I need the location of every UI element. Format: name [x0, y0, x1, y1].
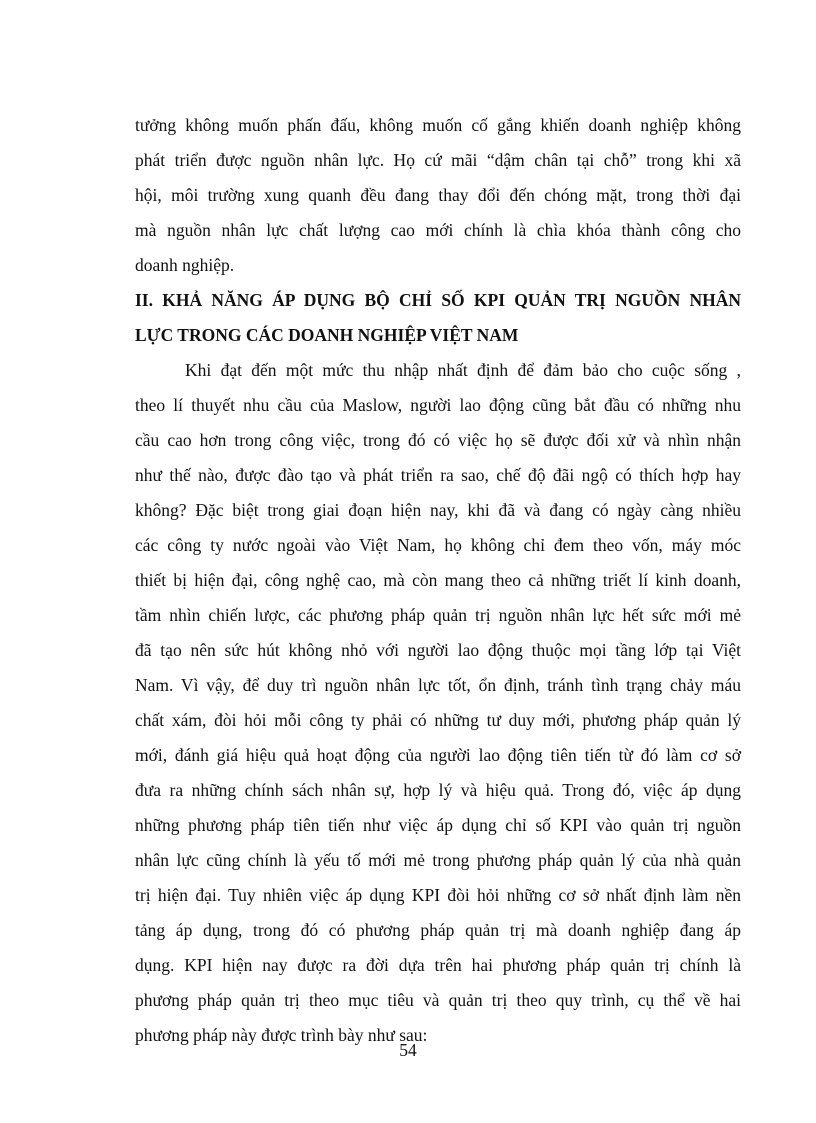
- paragraph-first-line: Khi đạt đến một mức thu nhập nhất định để đảm bảo cho cuộc sống ,: [185, 360, 741, 380]
- text-lines: [135, 108, 741, 1053]
- body-line: tầm nhìn chiến lược, các phương pháp quản trị nguồn nhân lực hết sức mới mẻ: [135, 605, 741, 625]
- body-line: tảng áp dụng, trong đó có phương pháp quản trị mà doanh nghiệp đang áp: [135, 920, 741, 940]
- body-line: chất xám, đòi hỏi mỗi công ty phải có những tư duy mới, phương pháp quản lý: [135, 710, 741, 730]
- body-line: doanh nghiệp.: [135, 255, 235, 275]
- body-line: như thế nào, được đào tạo và phát triển ra sao, chế độ đãi ngộ có thích hợp hay: [135, 465, 741, 485]
- body-line: theo lí thuyết nhu cầu của Maslow, người lao động cũng bắt đầu có những nhu: [135, 395, 741, 415]
- document-body: [135, 108, 741, 1053]
- body-line: đã tạo nên sức hút không nhỏ với người lao động thuộc mọi tầng lớp tại Việt: [135, 640, 741, 660]
- body-line: phương pháp quản trị theo mục tiêu và quản trị theo quy trình, cụ thể về hai: [135, 990, 741, 1010]
- body-line: những phương pháp tiên tiến như việc áp dụng chỉ số KPI vào quản trị nguồn: [135, 815, 741, 835]
- section-heading-line: II. KHẢ NĂNG ÁP DỤNG BỘ CHỈ SỐ KPI QUẢN TRỊ NGUỒN NHÂN: [135, 290, 741, 310]
- body-line: Nam. Vì vậy, để duy trì nguồn nhân lực tốt, ổn định, tránh tình trạng chảy máu: [135, 675, 741, 695]
- body-line: phát triển được nguồn nhân lực. Họ cứ mãi “dậm chân tại chỗ” trong khi xã: [135, 150, 741, 170]
- body-line: mà nguồn nhân lực chất lượng cao mới chính là chìa khóa thành công cho: [135, 220, 741, 240]
- body-line: các công ty nước ngoài vào Việt Nam, họ không chỉ đem theo vốn, máy móc: [135, 535, 741, 555]
- body-line: mới, đánh giá hiệu quả hoạt động của người lao động tiên tiến từ đó làm cơ sở: [135, 745, 741, 765]
- body-line: thiết bị hiện đại, công nghệ cao, mà còn mang theo cả những triết lí kinh doanh,: [135, 570, 741, 590]
- body-line: tưởng không muốn phấn đấu, không muốn cố gắng khiến doanh nghiệp không: [135, 115, 741, 135]
- body-line: không? Đặc biệt trong giai đoạn hiện nay, khi đã và đang có ngày càng nhiều: [135, 500, 741, 520]
- body-line: đưa ra những chính sách nhân sự, hợp lý và hiệu quả. Trong đó, việc áp dụng: [135, 780, 741, 800]
- page-number: 54: [399, 1040, 417, 1060]
- body-line: hội, môi trường xung quanh đều đang thay đổi đến chóng mặt, trong thời đại: [135, 185, 741, 205]
- body-line: cầu cao hơn trong công việc, trong đó có việc họ sẽ được đối xử và nhìn nhận: [135, 430, 741, 450]
- body-line: phương pháp này được trình bày như sau:: [135, 1025, 428, 1045]
- body-line: dụng. KPI hiện nay được ra đời dựa trên hai phương pháp quản trị chính là: [135, 955, 741, 975]
- body-line: trị hiện đại. Tuy nhiên việc áp dụng KPI đòi hỏi những cơ sở nhất định làm nền: [135, 885, 741, 905]
- section-heading-line: LỰC TRONG CÁC DOANH NGHIỆP VIỆT NAM: [135, 325, 519, 345]
- body-line: nhân lực cũng chính là yếu tố mới mẻ trong phương pháp quản lý của nhà quản: [135, 850, 741, 870]
